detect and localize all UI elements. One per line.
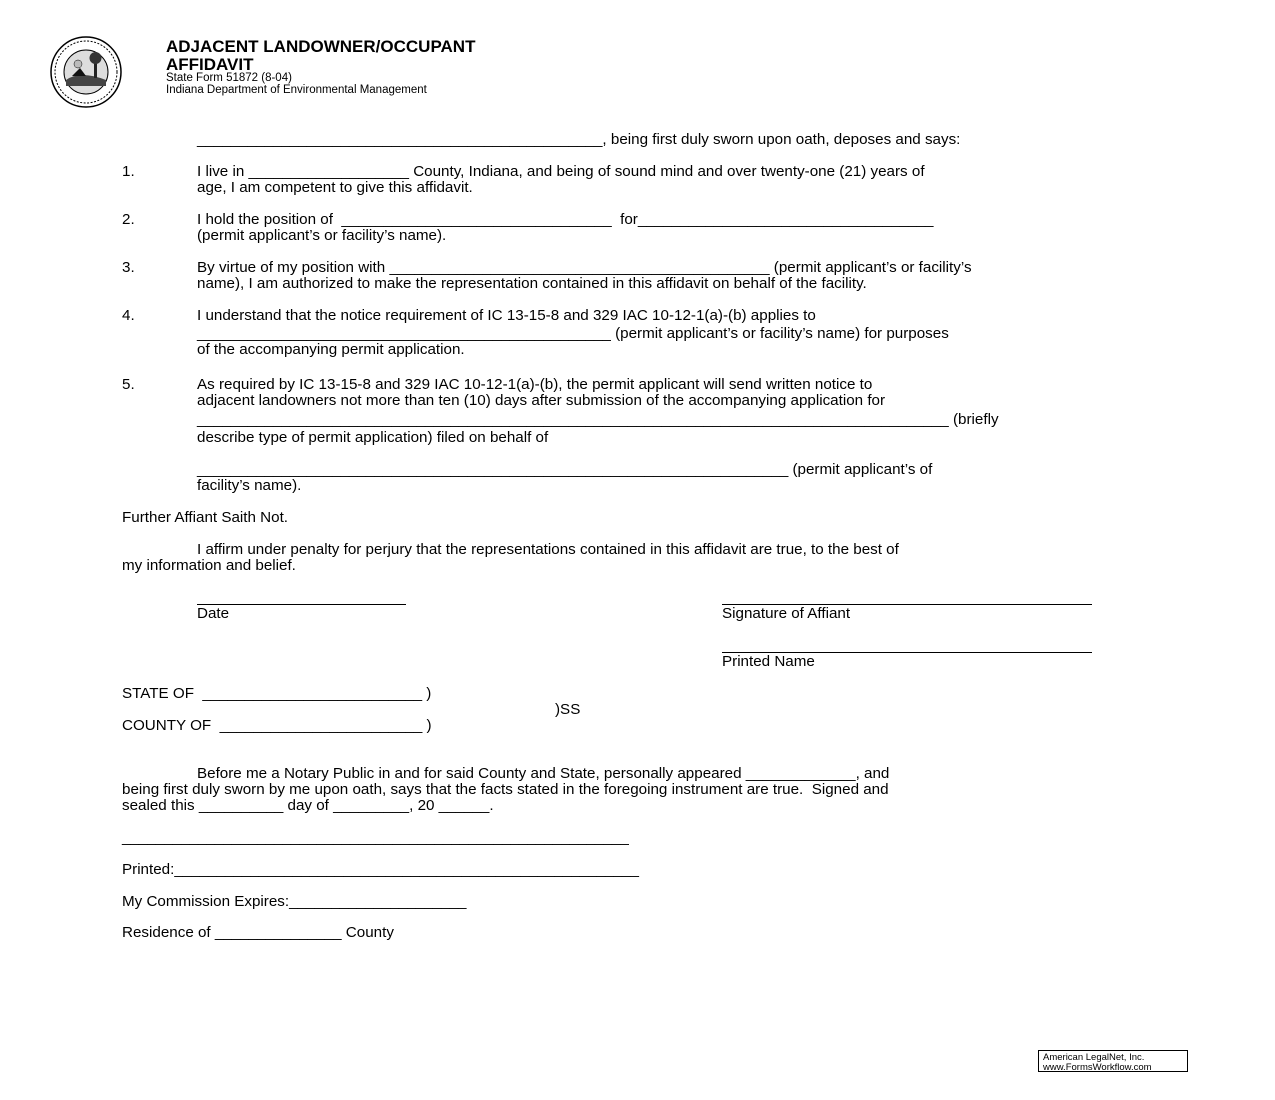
item3-line1: By virtue of my position with _____________________________________________ (permit applicant’s or facility’s bbox=[197, 259, 972, 276]
notary-line1: Before me a Notary Public in and for said County and State, personally appeared _____________, and bbox=[197, 765, 890, 782]
further-affiant: Further Affiant Saith Not. bbox=[122, 509, 289, 526]
publisher-website: www.FormsWorkflow.com bbox=[1043, 1062, 1152, 1073]
item1-line1: I live in ___________________ County, Indiana, and being of sound mind and over twenty-one (21) years of bbox=[197, 163, 925, 180]
residence-county-field: Residence of _______________ County bbox=[122, 924, 394, 941]
ss-marker: )SS bbox=[555, 701, 581, 718]
item5-line5: ______________________________________________________________________ (permit applicant’s of bbox=[197, 461, 933, 478]
item5-line4: describe type of permit application) filed on behalf of bbox=[197, 429, 549, 446]
item4-line3: of the accompanying permit application. bbox=[197, 341, 465, 358]
indiana-state-seal bbox=[50, 36, 122, 108]
notary-line2: being first duly sworn by me upon oath, says that the facts stated in the foregoing instrument are true. Signed and bbox=[122, 781, 889, 798]
form-title-line2: AFFIDAVIT bbox=[166, 55, 254, 74]
notary-signature-line: ____________________________________________________________ bbox=[122, 829, 629, 846]
state-of-field: STATE OF __________________________ ) bbox=[122, 685, 432, 702]
item5-line2: adjacent landowners not more than ten (10) days after submission of the accompanying application for bbox=[197, 392, 886, 409]
item4-line1: I understand that the notice requirement of IC 13-15-8 and 329 IAC 10-12-1(a)-(b) applies to bbox=[197, 307, 816, 324]
item5-line3: _________________________________________________________________________________________ (briefly bbox=[197, 411, 999, 428]
signature-label: Signature of Affiant bbox=[722, 605, 851, 622]
item-number: 4. bbox=[122, 307, 135, 324]
agency-name: Indiana Department of Environmental Management bbox=[166, 84, 427, 96]
item2-line2: (permit applicant’s or facility’s name). bbox=[197, 227, 447, 244]
notary-printed-field: Printed:_______________________________________________________ bbox=[122, 861, 639, 878]
printed-name-label: Printed Name bbox=[722, 653, 815, 670]
publisher-name: American LegalNet, Inc. bbox=[1043, 1052, 1145, 1063]
item5-line6: facility’s name). bbox=[197, 477, 302, 494]
intro-sworn-statement: ________________________________________________, being first duly sworn upon oath, deposes and says: bbox=[197, 131, 961, 148]
form-number: State Form 51872 (8-04) bbox=[166, 72, 292, 84]
item-number: 1. bbox=[122, 163, 135, 180]
item-number: 5. bbox=[122, 376, 135, 393]
item1-line2: age, I am competent to give this affidavit. bbox=[197, 179, 473, 196]
commission-expires-field: My Commission Expires:_____________________ bbox=[122, 893, 467, 910]
item4-line2: _________________________________________________ (permit applicant’s or facility’s name) for purposes bbox=[197, 325, 949, 342]
item-number: 2. bbox=[122, 211, 135, 228]
county-of-field: COUNTY OF ________________________ ) bbox=[122, 717, 432, 734]
item2-line1: I hold the position of ________________________________ for___________________________________ bbox=[197, 211, 934, 228]
date-label: Date bbox=[197, 605, 230, 622]
form-title-line1: ADJACENT LANDOWNER/OCCUPANT bbox=[166, 37, 476, 56]
notary-line3: sealed this __________ day of _________, 20 ______. bbox=[122, 797, 494, 814]
publisher-box bbox=[1038, 1050, 1188, 1072]
affirm-line2: my information and belief. bbox=[122, 557, 296, 574]
item5-line1: As required by IC 13-15-8 and 329 IAC 10-12-1(a)-(b), the permit applicant will send written notice to bbox=[197, 376, 873, 393]
item3-line2: name), I am authorized to make the representation contained in this affidavit on behalf of the facility. bbox=[197, 275, 867, 292]
item-number: 3. bbox=[122, 259, 135, 276]
affirm-line1: I affirm under penalty for perjury that the representations contained in this affidavit are true, to the best of bbox=[197, 541, 899, 558]
